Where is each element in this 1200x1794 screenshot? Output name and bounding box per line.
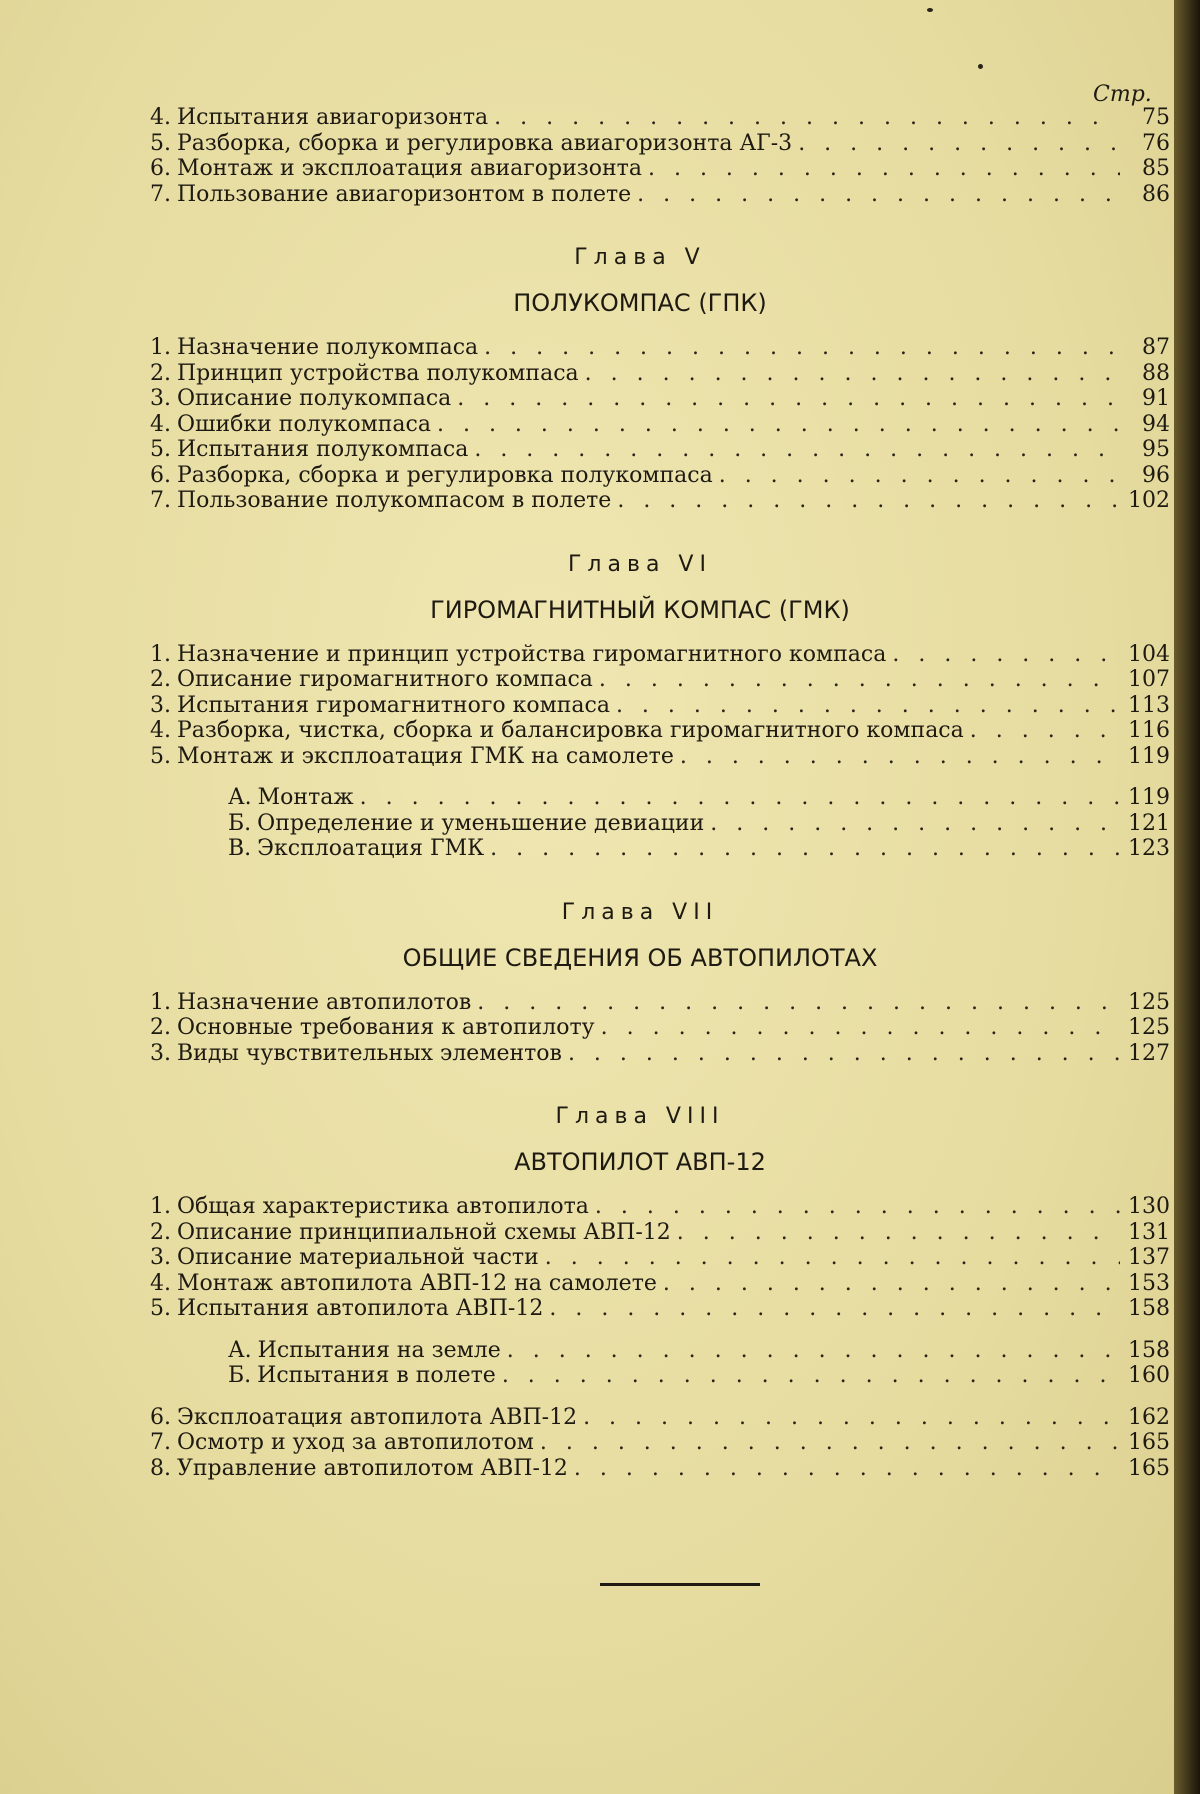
item-page: 96: [1142, 462, 1170, 488]
toc-item: [150, 335, 1170, 361]
item-page: 130: [1128, 1194, 1170, 1219]
toc-item: [150, 1041, 1170, 1067]
item-page: 121: [1128, 810, 1170, 836]
leader-dots: [677, 1220, 1120, 1246]
toc-subitem: [150, 1363, 1170, 1389]
item-page: 123: [1128, 836, 1170, 861]
leader-dots: [617, 488, 1120, 514]
toc-item: [150, 990, 1170, 1016]
item-number: 2.: [150, 667, 171, 692]
toc-subitem: [150, 811, 1170, 837]
leader-dots: [484, 335, 1120, 361]
item-page: 95: [1142, 437, 1170, 462]
item-title: Описание материальной части: [177, 1245, 539, 1270]
leader-dots: [568, 1041, 1120, 1067]
toc-item: [150, 1271, 1170, 1297]
item-title: Испытания автопилота АВП-12: [177, 1296, 544, 1321]
item-title: Монтаж: [257, 785, 354, 810]
item-page: 119: [1128, 785, 1170, 810]
toc-item: [150, 693, 1170, 719]
item-title: Описание принципиальной схемы АВП-12: [177, 1219, 671, 1245]
item-title: Описание гиромагнитного компаса: [177, 667, 593, 692]
item-page: 162: [1128, 1404, 1170, 1430]
leader-dots: [663, 1271, 1120, 1297]
toc-item: [150, 437, 1170, 463]
chapter-label: Глава VII: [561, 899, 719, 925]
item-page: 125: [1128, 1015, 1170, 1040]
page-edge-shadow: [1174, 0, 1200, 1794]
item-page: 91: [1142, 386, 1170, 411]
item-title: Разборка, чистка, сборка и балансировка гиромагнитного компаса: [177, 718, 964, 743]
toc-item: [150, 386, 1170, 412]
item-number: 7.: [150, 488, 171, 513]
chapter-label: Глава VI: [568, 551, 712, 577]
item-title: Разборка, сборка и регулировка авиагоризонта АГ-3: [177, 130, 793, 156]
item-number: 5.: [150, 130, 171, 156]
item-page: 94: [1142, 411, 1170, 437]
item-number: А.: [228, 1337, 252, 1363]
item-title: Принцип устройства полукомпаса: [177, 360, 579, 386]
item-title: Пользование полукомпасом в полете: [177, 488, 612, 513]
toc-item: [150, 1405, 1170, 1431]
leader-dots: [507, 1338, 1120, 1364]
leader-dots: [437, 412, 1120, 438]
toc-item: [150, 1015, 1170, 1041]
item-number: 4.: [150, 411, 171, 437]
spacer: [150, 1322, 1170, 1338]
item-title: Управление автопилотом АВП-12: [177, 1455, 568, 1481]
leader-dots: [637, 182, 1120, 208]
item-title: Испытания гиромагнитного компаса: [177, 692, 610, 718]
toc-item: [150, 1245, 1170, 1271]
toc-item: [150, 156, 1170, 182]
item-title: Испытания полукомпаса: [177, 437, 469, 462]
toc-item: [150, 182, 1170, 208]
item-title: Общая характеристика автопилота: [177, 1194, 589, 1219]
item-page: 137: [1128, 1245, 1170, 1270]
toc-item: [150, 361, 1170, 387]
item-title: Эксплоатация автопилота АВП-12: [177, 1404, 578, 1430]
leader-dots: [583, 1405, 1120, 1431]
leader-dots: [616, 693, 1120, 719]
toc-item: [150, 1194, 1170, 1220]
item-number: 3.: [150, 386, 171, 411]
leader-dots: [549, 1296, 1120, 1322]
item-page: 86: [1142, 181, 1170, 207]
toc-item: [150, 667, 1170, 693]
leader-dots: [490, 836, 1120, 862]
item-page: 153: [1128, 1270, 1170, 1296]
item-title: Осмотр и уход за автопилотом: [177, 1430, 534, 1455]
item-page: 88: [1142, 360, 1170, 386]
leader-dots: [719, 463, 1120, 489]
item-number: А.: [228, 785, 252, 810]
leader-dots: [970, 718, 1120, 744]
item-number: 6.: [150, 462, 171, 488]
chapter-label: Глава V: [574, 245, 706, 270]
leader-dots: [502, 1363, 1120, 1389]
item-title: Описание полукомпаса: [177, 386, 452, 411]
item-title: Виды чувствительных элементов: [177, 1040, 562, 1066]
item-page: 119: [1128, 743, 1170, 769]
toc-item: [150, 642, 1170, 668]
item-number: 2.: [150, 360, 171, 386]
leader-dots: [710, 811, 1120, 837]
item-number: 1.: [150, 335, 171, 360]
toc-item: [150, 488, 1170, 514]
item-number: 7.: [150, 181, 171, 207]
item-title: Испытания авиагоризонта: [177, 105, 489, 130]
item-number: 4.: [150, 105, 171, 130]
item-page: 76: [1142, 130, 1170, 156]
leader-dots: [798, 131, 1120, 157]
chapter-title: ПОЛУКОМПАС (ГПК): [513, 289, 767, 317]
item-title: Ошибки полукомпаса: [177, 411, 431, 437]
item-page: 127: [1128, 1040, 1170, 1066]
item-page: 85: [1142, 156, 1170, 181]
leader-dots: [494, 105, 1120, 131]
end-rule: [600, 1583, 760, 1586]
table-of-contents: [150, 70, 1170, 1481]
item-number: 2.: [150, 1219, 171, 1245]
toc-item: [150, 412, 1170, 438]
item-page: 158: [1128, 1337, 1170, 1363]
item-number: 6.: [150, 1404, 171, 1430]
item-page: 131: [1128, 1219, 1170, 1245]
toc-subitem: [150, 1338, 1170, 1364]
item-number: 3.: [150, 1245, 171, 1270]
leader-dots: [648, 156, 1120, 182]
item-title: Пользование авиагоризонтом в полете: [177, 181, 632, 207]
toc-item: [150, 718, 1170, 744]
toc-item: [150, 744, 1170, 770]
toc-subitem: [150, 836, 1170, 862]
leader-dots: [360, 785, 1120, 811]
toc-item: [150, 1220, 1170, 1246]
item-number: 5.: [150, 1296, 171, 1321]
item-title: Монтаж и эксплоатация авиагоризонта: [177, 156, 642, 181]
toc-subitem: [150, 785, 1170, 811]
item-title: Монтаж автопилота АВП-12 на самолете: [177, 1270, 657, 1296]
item-title: Испытания на земле: [257, 1337, 501, 1363]
item-title: Основные требования к автопилоту: [177, 1015, 595, 1040]
leader-dots: [457, 386, 1120, 412]
item-page: 87: [1142, 335, 1170, 360]
leader-dots: [599, 667, 1120, 693]
item-number: 5.: [150, 743, 171, 769]
item-number: 2.: [150, 1015, 171, 1040]
item-number: 1.: [150, 1194, 171, 1219]
item-title: Испытания в полете: [257, 1363, 496, 1388]
item-number: Б.: [228, 810, 252, 836]
spacer: [150, 1389, 1170, 1405]
toc-item: [150, 1296, 1170, 1322]
item-page: 107: [1128, 667, 1170, 692]
item-page: 104: [1128, 641, 1170, 667]
item-page: 113: [1128, 692, 1170, 718]
item-number: 4.: [150, 1270, 171, 1296]
toc-item: [150, 1430, 1170, 1456]
item-page: 160: [1128, 1363, 1170, 1388]
leader-dots: [545, 1245, 1120, 1271]
item-number: 6.: [150, 156, 171, 181]
item-number: 8.: [150, 1455, 171, 1481]
item-page: 158: [1128, 1296, 1170, 1321]
item-page: 125: [1128, 989, 1170, 1015]
leader-dots: [680, 744, 1120, 770]
item-number: 7.: [150, 1430, 171, 1455]
leader-dots: [477, 990, 1120, 1016]
item-number: 3.: [150, 1040, 171, 1066]
item-number: 1.: [150, 641, 171, 667]
item-title: Назначение автопилотов: [177, 989, 472, 1015]
leader-dots: [892, 642, 1120, 668]
item-page: 116: [1128, 718, 1170, 743]
item-number: 5.: [150, 437, 171, 462]
item-title: Определение и уменьшение девиации: [257, 810, 705, 836]
chapter-label: Глава VIII: [555, 1104, 725, 1129]
item-title: Разборка, сборка и регулировка полукомпаса: [177, 462, 713, 488]
toc-item: [150, 463, 1170, 489]
spacer: [150, 769, 1170, 785]
item-page: 102: [1128, 488, 1170, 513]
print-speck: [927, 8, 933, 12]
item-title: Назначение полукомпаса: [177, 335, 479, 360]
chapter-title: АВТОПИЛОТ АВП-12: [514, 1148, 766, 1176]
item-number: 4.: [150, 718, 171, 743]
item-title: Назначение и принцип устройства гиромагнитного компаса: [177, 641, 887, 667]
print-speck: [978, 64, 983, 69]
leader-dots: [595, 1194, 1120, 1220]
leader-dots: [601, 1015, 1120, 1041]
toc-item: [150, 1456, 1170, 1482]
toc-item: [150, 131, 1170, 157]
item-page: 165: [1128, 1430, 1170, 1455]
toc-item: [150, 105, 1170, 131]
chapter-title: ОБЩИЕ СВЕДЕНИЯ ОБ АВТОПИЛОТАХ: [402, 943, 878, 972]
item-title: Монтаж и эксплоатация ГМК на самолете: [177, 743, 674, 769]
item-number: 1.: [150, 989, 171, 1015]
item-page: 165: [1128, 1455, 1170, 1481]
leader-dots: [540, 1430, 1120, 1456]
leader-dots: [574, 1456, 1120, 1482]
item-page: 75: [1142, 105, 1170, 130]
item-number: 3.: [150, 692, 171, 718]
item-number: В.: [228, 836, 252, 861]
leader-dots: [585, 361, 1120, 387]
leader-dots: [474, 437, 1120, 463]
page-column-label: Стр.: [1093, 82, 1152, 107]
chapter-title: ГИРОМАГНИТНЫЙ КОМПАС (ГМК): [430, 595, 850, 624]
item-number: Б.: [228, 1363, 252, 1388]
item-title: Эксплоатация ГМК: [257, 836, 485, 861]
